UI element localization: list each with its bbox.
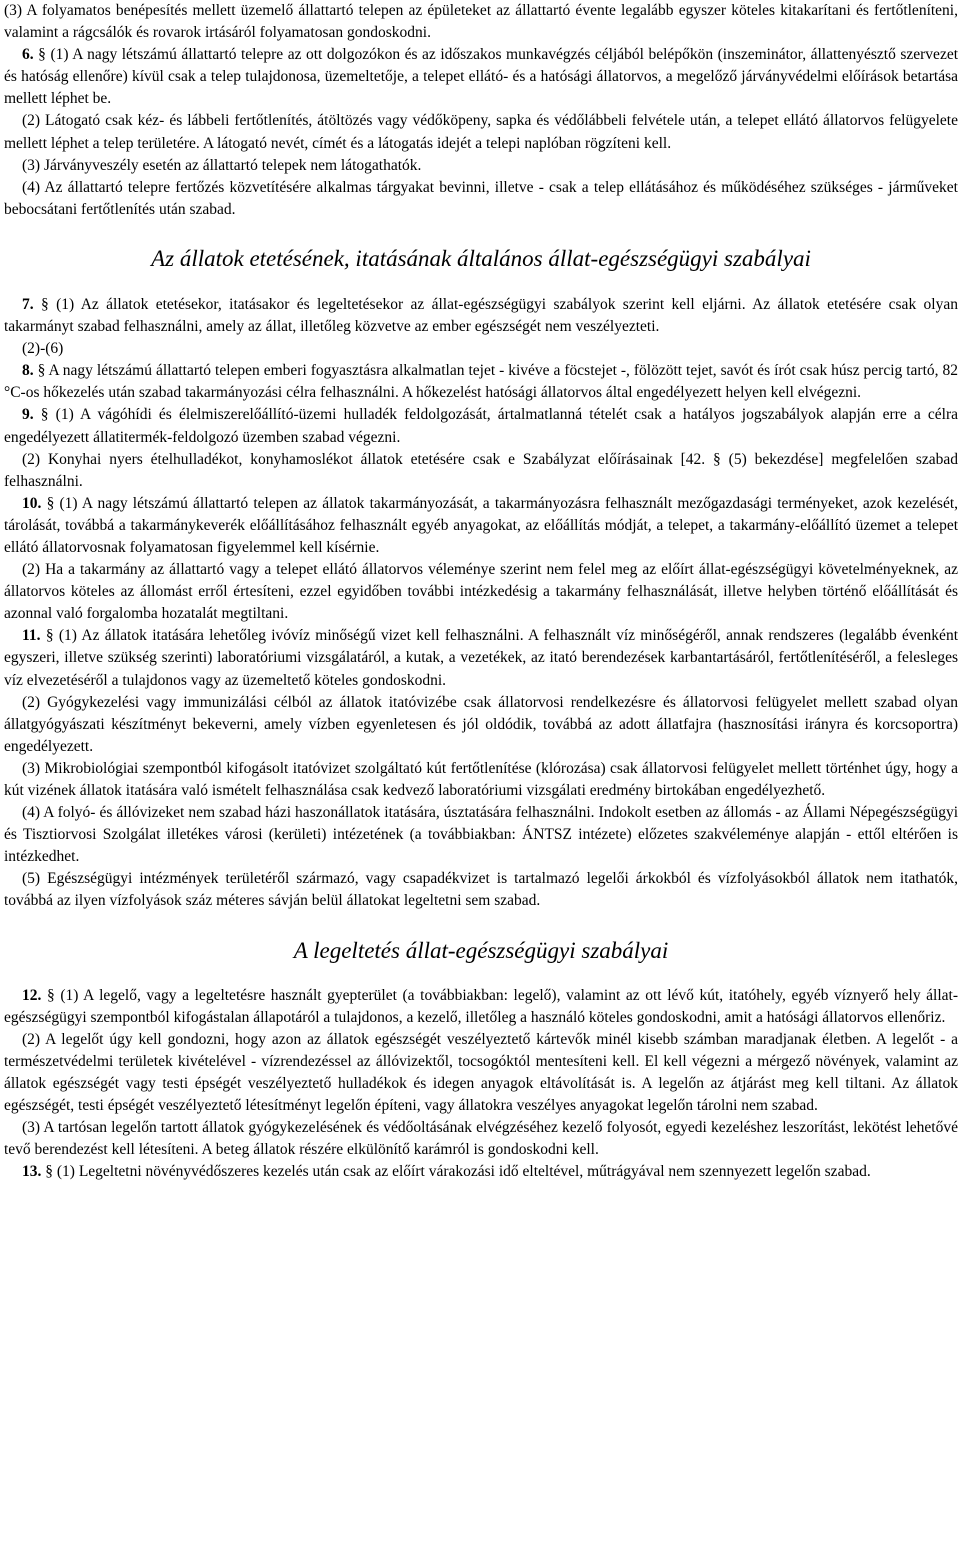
paragraph-text: § (1) Az állatok etetésekor, itatásakor és legeltetésekor az állat-egészségügyi szabályok szerint kell eljárni. Az állatok etetésére csak olyan takarmányt szabad felhasználni, amely az állat, illetőleg közvetve az ember egészségét nem veszélyezteti. — [4, 295, 958, 336]
paragraph-text: (2) Látogató csak kéz- és lábbeli fertőtlenítés, átöltözés vagy védőköpeny, sapka és védőlábbeli felvétele után, a telepet ellátó állatorvos felügyelete mellett léphet a telep területére. A látogató nevét, címét és a látogatás idejét a telepi naplóban rögzíteni kell. — [4, 112, 958, 152]
section-number: 10. — [22, 494, 42, 512]
paragraph-text: (3) A folyamatos benépesítés mellett üzemelő állattartó telepen az épületeket az állattartó évente legalább egyszer köteles kitakarítani és fertőtleníteni, valamint a rágcsálók és rovarok irtásáról folyamatosan gondoskodni. — [4, 2, 958, 42]
paragraph-text: (4) Az állattartó telepre fertőzés közvetítésére alkalmas tárgyakat bevinni, illetve - csak a telep ellátásához és működéséhez szükséges - járműveket bebocsátani fertőtlenítés után szabad. — [4, 178, 958, 218]
paragraph-6-2 — [4, 110, 958, 154]
paragraph-text: § (1) A vágóhídi és élelmiszerelőállító-üzemi hulladék feldolgozását, ártalmatlanná tételét csak a hatályos jogszabályok alapján erre a célra engedélyezett állatitermék-feldolgozó üzemben szabad végezni. — [4, 406, 958, 446]
paragraph-11-3 — [4, 758, 958, 802]
paragraph-8 — [4, 360, 958, 404]
paragraph-12-2 — [4, 1029, 958, 1117]
paragraph-12-1 — [4, 985, 958, 1029]
paragraph-text: (4) A folyó- és állóvizeket nem szabad házi haszonállatok itatására, úsztatására felhasználni. Indokolt esetben az állomás - az Állami Népegészségügyi és Tisztiorvosi Szolgálat illetékes városi (kerületi) intézetének (a továbbiakban: ÁNTSZ intézete) előzetes szakvéleménye alapján - ettől eltérően is intézkedhet. — [4, 804, 958, 866]
paragraph-text: § A nagy létszámú állattartó telepen emberi fogyasztásra alkalmatlan tejet - kivéve a föcstejet -, fölözött tejet, savót és írót csak húsz percig tartó, 82 °C-os hőkezelés után szabad takarmányozási célra felhasználni. A hőkezelést hatósági állatorvos által engedélyezett helyen kell elvégezni. — [4, 362, 958, 402]
paragraph-text: (3) A tartósan legelőn tartott állatok gyógykezelésének és védőoltásának elvégzéséhez kezelő folyosót, egyedi kezeléshez leszorítást, lekötést lehetővé tevő berendezést kell létesíteni. A beteg állatok részére elkülönítő karámról is gondoskodni kell. — [4, 1119, 958, 1159]
section-feeding — [4, 294, 958, 913]
paragraph-text: § (1) A legelő, vagy a legeltetésre használt gyepterület (a továbbiakban: legelő), valamint az ott lévő kút, itatóhely, egyéb víznyerő hely állat-egészségügyi szempontból kifogástalan állapotáról a tulajdonos, a kezelő, illetőleg a használó köteles gondoskodni, amit a hatósági állatorvos ellenőriz. — [4, 986, 959, 1026]
paragraph-text: § (1) A nagy létszámú állattartó telepre az ott dolgozókon és az időszakos munkavégzés céljából belépőkön (inszeminátor, állattenyésztő szervezet és hatóság ellenőre) kívül csak a telep tulajdonosa, üzemeltetője, a telepet ellátó- és a hatósági állatorvos, a megelőző járványvédelmi előírások betartása mellett léphet be. — [4, 46, 959, 108]
paragraph-text: (5) Egészségügyi intézmények területéről származó, vagy csapadékvizet is tartalmazó legelői árkokból és vízfolyásokból állatok nem itathatók, továbbá az ilyen vízfolyások száz méteres sávján belül állatokat legeltetni sem szabad. — [4, 870, 958, 910]
paragraph-10-1 — [4, 493, 958, 559]
section-number: 13. — [22, 1163, 42, 1181]
section-number: 8. — [22, 362, 34, 380]
paragraph-6-3b — [4, 155, 958, 177]
paragraph-text: (2) Konyhai nyers ételhulladékot, konyhamoslékot állatok etetésére csak e Szabályzat előírásainak [42. § (5) bekezdése] megfelelően szabad felhasználni. — [4, 450, 958, 490]
paragraph-text: § (1) A nagy létszámú állattartó telepen az állatok takarmányozását, a takarmányozásra felhasznált mezőgazdasági terményeket, azok kezelését, tárolását, továbbá a takarmánykeverék előállításához felhasznált egyéb anyagokat, az előállítás módját, a telepet, a takarmány-előállító üzemet a telepet ellátó állatorvosnak folyamatosan figyelemmel kell kísérnie. — [4, 494, 959, 556]
paragraph-6-3 — [4, 0, 958, 44]
paragraph-text: (3) Járványveszély esetén az állattartó telepek nem látogathatók. — [22, 156, 422, 174]
heading-grazing: A legeltetés állat-egészségügyi szabályai — [293, 937, 669, 963]
section-number: 9. — [22, 406, 34, 424]
paragraph-text: (2) Gyógykezelési vagy immunizálási célból az állatok itatóvizébe csak állatorvosi rendelkezésre és állatorvosi felügyelet mellett szabad olyan állatgyógyászati készítményt bekeverni, amely vízben egyenletesen és jól oldódik, továbbá az adott állatfajra (hasznosítási irányra és korcsoportra) engedélyezett. — [4, 693, 958, 755]
paragraph-9-1 — [4, 404, 958, 448]
paragraph-text: (2) A legelőt úgy kell gondozni, hogy azon az állatok egészségét veszélyeztető kártevők minél kisebb számban maradjanak életben. A legelőt - a természetvédelmi területek kivételével - vízrendezéssel az állóvizektől, tocsogóktól mentesíteni kell. El kell végezni a mérgező növények, valamint az állatok egészségét vagy testi épségét veszélyeztető hulladékok és idegen anyagok eltávolítását is. A legelőn az átjárást meg kell tiltani. Az állatok egészségét, testi épségét veszélyeztető létesítményt legelőn építeni, vagy állatokra veszélyes anyagokat legelőn tárolni nem szabad. — [4, 1030, 958, 1115]
paragraph-9-2 — [4, 449, 958, 493]
paragraph-12-3 — [4, 1117, 958, 1161]
paragraph-11-4 — [4, 802, 958, 868]
paragraph-11-5 — [4, 868, 958, 912]
paragraph-text: (2) Ha a takarmány az állattartó vagy a telepet ellátó állatorvos véleménye szerint nem felel meg az előírt állat-egészségügyi követelményeknek, az állatorvos köteles az állomást erről értesíteni, ezzel egyidőben további intézkedésig a takarmány felhasználását, illetve helyben történő előállítását és azonnal való forgalomba hozatalát megtiltani. — [4, 561, 958, 623]
paragraph-11-1 — [4, 625, 958, 691]
section-number: 6. — [22, 46, 34, 64]
paragraph-6-4 — [4, 177, 958, 221]
paragraph-6-1 — [4, 44, 958, 110]
paragraph-text: § (1) Az állatok itatására lehetőleg ivóvíz minőségű vizet kell felhasználni. A felhasznált víz minőségéről, annak rendszeres (legalább évenként egyszeri, illetve szükség szerinti) laboratóriumi vizsgálatáról, a kutak, a vezetékek, az itató berendezések karbantartásáról, fertőtlenítéséről, a felesleges víz elvezetéséről a tulajdonos vagy az üzemeltető köteles gondoskodni. — [4, 627, 958, 689]
section-grazing — [4, 985, 958, 1184]
paragraph-text: (3) Mikrobiológiai szempontból kifogásolt itatóvizet szolgáltató kút fertőtlenítése (klórozása) csak állatorvosi felügyelet mellett történhet úgy, hogy a kút vizének állatok itatására való ismételt felhasználása csak kedvező laboratóriumi vizsgálati eredmény birtokában engedélyezhető. — [4, 759, 958, 799]
heading-feeding: Az állatok etetésének, itatásának általános állat-egészségügyi szabályai — [151, 245, 811, 271]
section-number: 12. — [22, 986, 42, 1004]
section-number: 11. — [22, 627, 41, 645]
paragraph-text: (2)-(6) — [22, 340, 64, 358]
section-number: 7. — [22, 295, 34, 313]
paragraph-7-2 — [4, 338, 958, 360]
paragraph-11-2 — [4, 692, 958, 758]
paragraph-7-1 — [4, 294, 958, 338]
section-top — [4, 0, 958, 221]
paragraph-13-1 — [4, 1161, 958, 1183]
paragraph-10-2 — [4, 559, 958, 625]
paragraph-text: § (1) Legeltetni növényvédőszeres kezelés után csak az előírt várakozási idő elteltével, műtrágyával nem szennyezett legelőn szabad. — [45, 1163, 871, 1181]
